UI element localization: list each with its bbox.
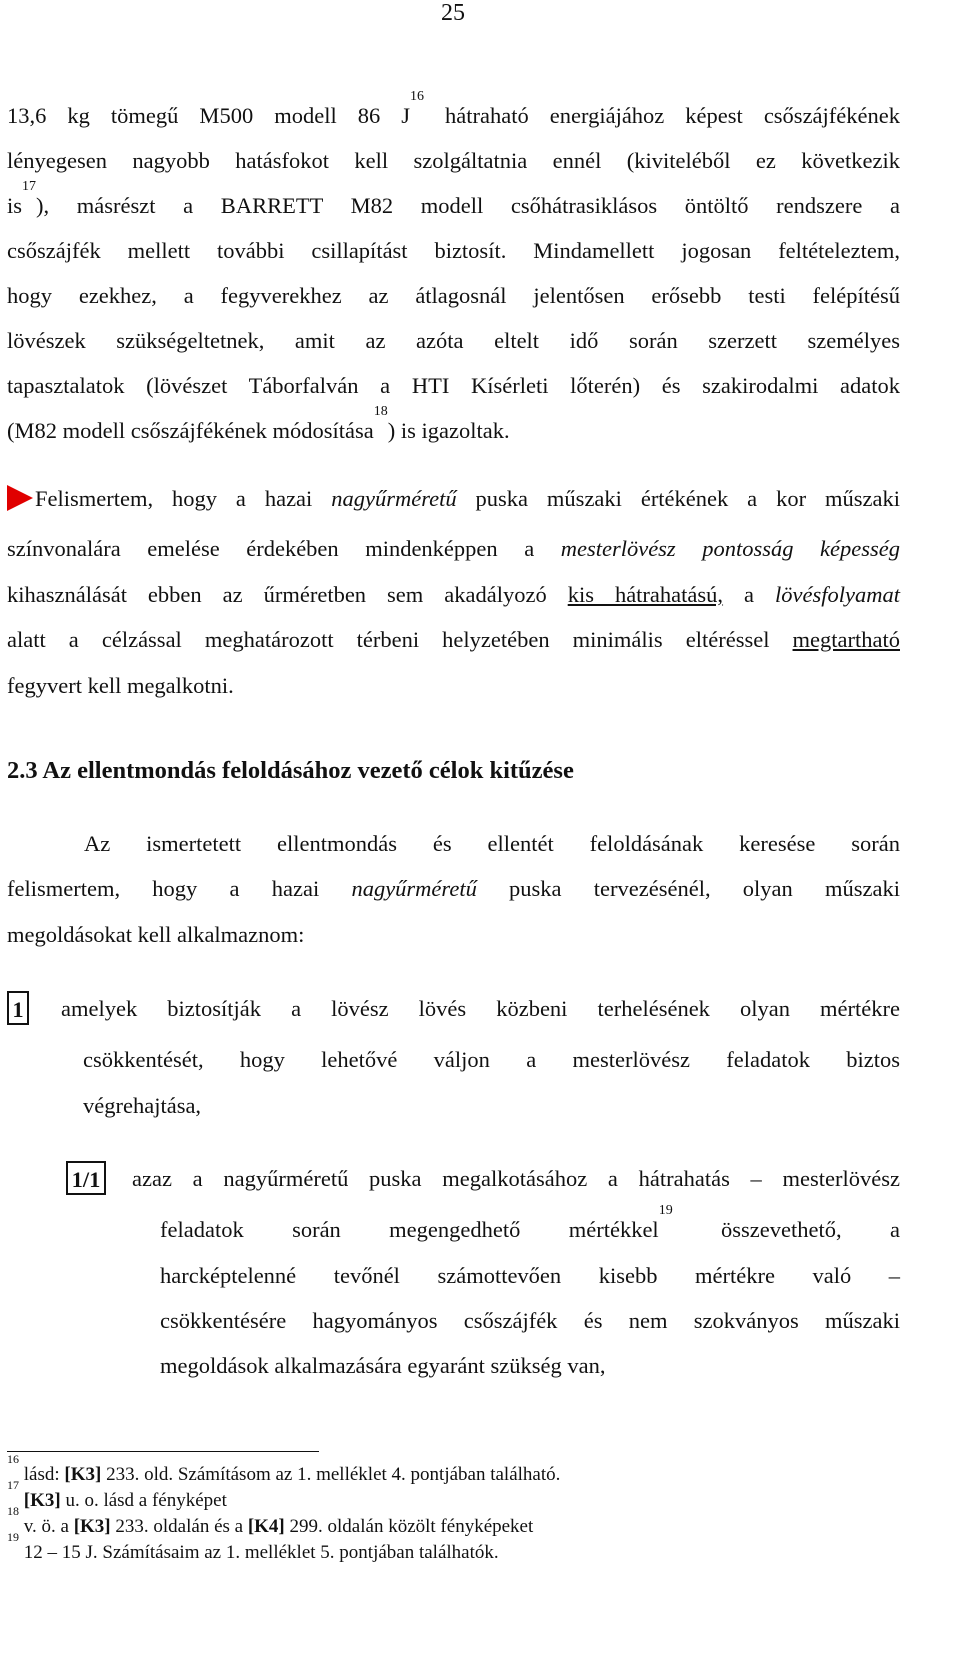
- footnote-19: $^{19}$ 12 – 15 J. Számításaim az 1. melléklet 5. pontjában találhatók.: [7, 1530, 499, 1563]
- text-line: alatt a célzással meghatározott térbeni helyzetében minimális eltéréssel megtartható: [7, 627, 900, 652]
- footnote-separator: [7, 1451, 319, 1452]
- text-line: megoldások alkalmazására egyaránt szükség van,: [160, 1353, 606, 1378]
- section-heading: 2.3 Az ellentmondás feloldásához vezető célok kitűzése: [7, 757, 574, 784]
- red-triangle-marker-icon: [7, 485, 33, 511]
- text-line: csökkentésére hagyományos csőszájfék és nem szokványos műszaki: [160, 1308, 900, 1333]
- text-line: Az ismertetett ellentmondás és ellentét feloldásának keresése során: [84, 831, 900, 856]
- text-line: felismertem, hogy a hazai nagyűrméretű puska tervezésénél, olyan műszaki: [7, 876, 900, 901]
- text-line: harcképtelenné tevőnél számottevően kisebb mértékre való –: [160, 1263, 900, 1288]
- item-number-box: 1/1: [66, 1161, 106, 1195]
- text-line: lényegesen nagyobb hatásfokot kell szolgáltatnia ennél (kiviteléből ez következik: [7, 148, 900, 173]
- text-line: 13,6 kg tömegű M500 modell 86 $J^{16}$ hátraható energiájához képest csőszájfékének: [7, 89, 900, 128]
- text-line: végrehajtása,: [83, 1093, 202, 1118]
- footnote-ref: 18: [373, 404, 388, 419]
- text-line: fegyvert kell megalkotni.: [7, 673, 234, 698]
- text-line: feladatok során megengedhető mértékkel$^{19}$ összevethető, a: [160, 1203, 900, 1242]
- text-line: azaz a nagyűrméretű puska megalkotásához a hátrahatás – mesterlövész: [132, 1166, 900, 1191]
- page-number: 25: [441, 0, 465, 26]
- footnote-ref: 16: [410, 89, 425, 104]
- footnote-18: $^{18}$ v. ö. a [K3] 233. oldalán és a [K4] 299. oldalán közölt fényképeket: [7, 1504, 534, 1537]
- footnote-17: $^{17}$ [K3] u. o. lásd a fényképet: [7, 1478, 227, 1511]
- item-number-box: 1: [7, 991, 29, 1025]
- footnote-16: $^{16}$ lásd: [K3] 233. old. Számításom az 1. melléklet 4. pontjában található.: [7, 1452, 561, 1485]
- text-line: csökkentését, hogy lehetővé váljon a mesterlövész feladatok biztos: [83, 1047, 900, 1072]
- footnote-ref: 19: [658, 1203, 673, 1218]
- text-line: amelyek biztosítják a lövész lövés közbeni terhelésének olyan mértékre: [61, 996, 900, 1021]
- text-line: hogy ezekhez, a fegyverekhez az átlagosnál jelentősen erősebb testi felépítésű: [7, 283, 900, 308]
- text-line: Felismertem, hogy a hazai nagyűrméretű puska műszaki értékének a kor műszaki: [7, 485, 900, 512]
- text-line: lövészek szükségeltetnek, amit az azóta eltelt idő során szerzett személyes: [7, 328, 900, 353]
- text-line: $is^{17}$), másrészt a BARRETT M82 modell csőhátrasiklásos öntöltő rendszere a: [7, 179, 900, 218]
- footnote-ref: 17: [22, 179, 37, 194]
- text-line: megoldásokat kell alkalmaznom:: [7, 922, 305, 947]
- text-line: tapasztalatok (lövészet Táborfalván a HTI Kísérleti lőterén) és szakirodalmi adatok: [7, 373, 900, 398]
- text-line: színvonalára emelése érdekében mindenképpen a mesterlövész pontosság képesség: [7, 536, 900, 561]
- text-line: csőszájfék mellett további csillapítást biztosít. Mindamellett jogosan feltételeztem,: [7, 238, 900, 263]
- text-line: kihasználását ebben az űrméretben sem akadályozó kis hátrahatású, a lövésfolyamat: [7, 582, 900, 607]
- text-line: (M82 modell csőszájfékének módosítása$^{18}$) is igazoltak.: [7, 404, 510, 443]
